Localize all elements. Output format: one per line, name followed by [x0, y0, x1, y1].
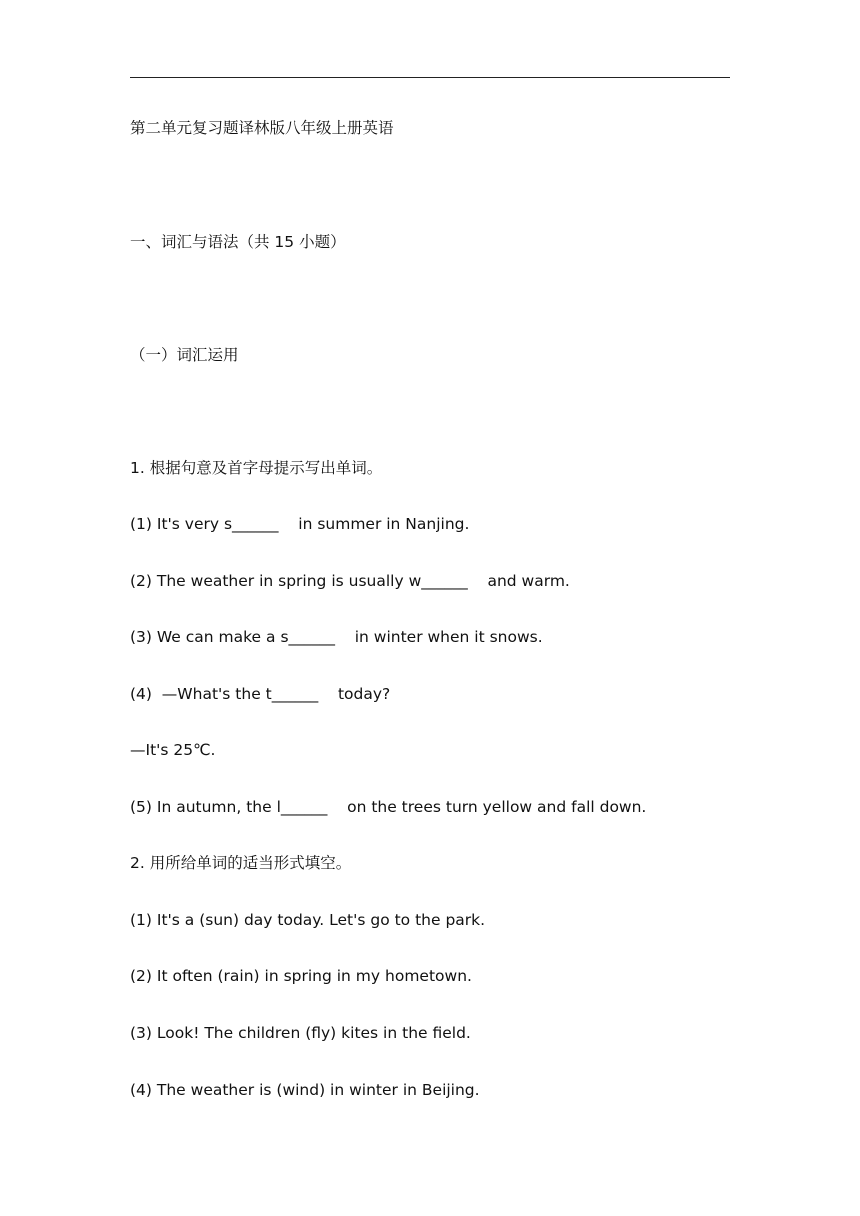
question-2-item-1: (1) It's a (sun) day today. Let's go to the park. [130, 911, 486, 929]
question-1-item-4: (4) —What's the t______ today? [130, 685, 391, 703]
question-2-prompt: 2. 用所给单词的适当形式填空。 [130, 854, 352, 872]
document-title: 第二单元复习题译林版八年级上册英语 [130, 119, 394, 137]
question-1-item-5: (5) In autumn, the l______ on the trees turn yellow and fall down. [130, 798, 647, 816]
section-heading: 一、词汇与语法（共 15 小题） [130, 233, 346, 251]
question-1-item-4-answer-line: —It's 25℃. [130, 741, 216, 759]
question-2-item-3: (3) Look! The children (fly) kites in the field. [130, 1024, 471, 1042]
question-1-item-2: (2) The weather in spring is usually w______ and warm. [130, 572, 570, 590]
question-1-item-3: (3) We can make a s______ in winter when it snows. [130, 628, 543, 646]
question-2-item-2: (2) It often (rain) in spring in my hometown. [130, 967, 472, 985]
subsection-heading: （一）词汇运用 [130, 346, 239, 364]
question-2-item-4: (4) The weather is (wind) in winter in Beijing. [130, 1081, 480, 1099]
header-rule [130, 77, 730, 78]
question-1-item-1: (1) It's very s______ in summer in Nanjing. [130, 515, 470, 533]
question-1-prompt: 1. 根据句意及首字母提示写出单词。 [130, 459, 383, 477]
